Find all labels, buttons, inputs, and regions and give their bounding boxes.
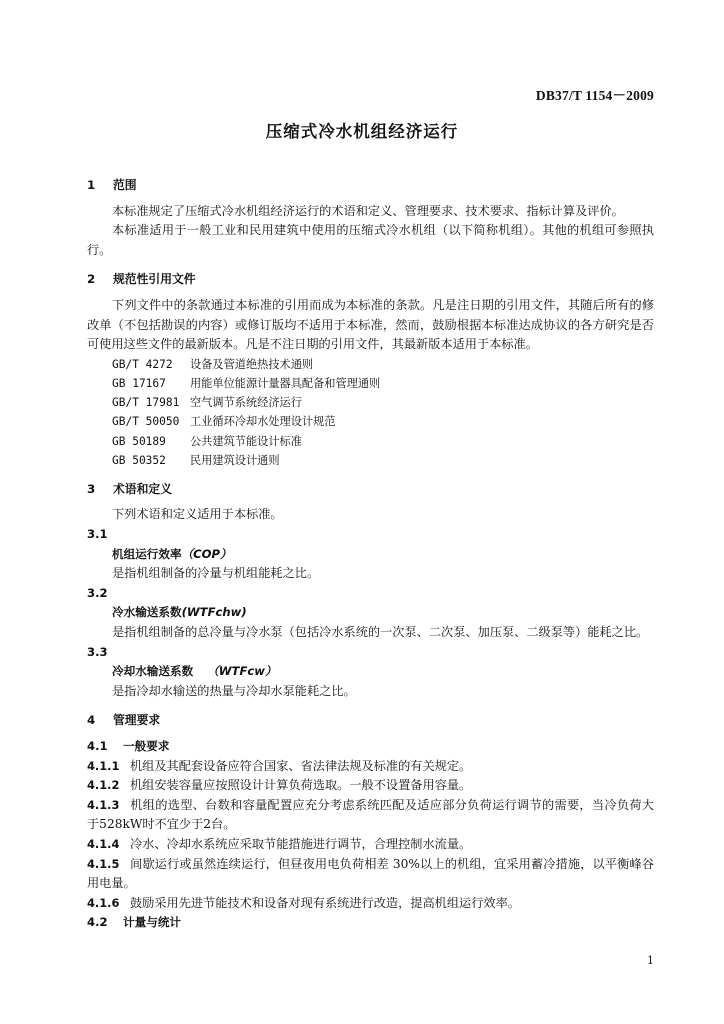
term-number: 3.3	[87, 644, 108, 659]
reference-code: GB 50189	[112, 434, 166, 448]
subsection-title: 计量与统计	[123, 915, 182, 930]
reference-code: GB/T 17981	[112, 396, 180, 410]
term-number: 3.1	[87, 527, 108, 542]
term-symbol: (WTFchw)	[181, 605, 247, 620]
reference-item	[87, 393, 654, 412]
subsection-heading	[87, 913, 654, 933]
clause-number: 4.1.1	[87, 758, 120, 773]
section-number: 3	[87, 481, 96, 496]
term-definition: 是指机组制备的冷量与机组能耗之比。	[112, 566, 320, 581]
clause-number: 4.1.6	[87, 895, 120, 910]
reference-name: 空气调节系统经济运行	[190, 396, 302, 410]
reference-name: 工业循环冷却水处理设计规范	[190, 415, 336, 429]
reference-code: GB 50352	[112, 453, 166, 467]
reference-item	[87, 432, 654, 451]
reference-item	[87, 451, 654, 470]
term-definition: 是指机组制备的总冷量与冷水泵（包括冷水系统的一次泵、二次泵、加压泵、二级泵等）能耗之比。	[112, 625, 649, 640]
term-entry	[87, 662, 654, 682]
reference-item	[87, 355, 654, 374]
section-title: 范围	[113, 178, 137, 192]
clause-text: 机组及其配套设备应符合国家、省法律法规及标准的有关规定。	[130, 758, 472, 773]
clause-text: 冷水、冷却水系统应采取节能措施进行调节，合理控制水流量。	[130, 836, 472, 851]
document-body	[87, 176, 654, 933]
clause-item	[87, 796, 654, 835]
reference-item	[87, 412, 654, 431]
paragraph: 下列文件中的条款通过本标准的引用而成为本标准的条款。凡是注日期的引用文件，其随后所有的修改单（不包括勘误的内容）或修订版均不适用于本标准，然而，鼓励根据本标准达成协议的各方研究是否可使用这些文件的最新版本。凡是不注日期的引用文件，其最新版本适用于本标准。	[87, 297, 654, 352]
reference-code: GB/T 4272	[112, 357, 173, 371]
paragraph: 本标准适用于一般工业和民用建筑中使用的压缩式冷水机组（以下简称机组）。其他的机组可参照执行。	[87, 223, 654, 257]
section-title: 术语和定义	[113, 481, 172, 496]
page-number: 1	[647, 954, 654, 967]
clause-text: 鼓励采用先进节能技术和设备对现有系统进行改造，提高机组运行效率。	[130, 895, 520, 910]
term-name: 冷水输送系数	[112, 605, 182, 620]
reference-code: GB/T 50050	[112, 415, 180, 429]
clause-number: 4.1.4	[87, 836, 120, 851]
section-2-heading	[87, 270, 654, 290]
term-entry	[87, 603, 654, 623]
section-number: 1	[87, 178, 96, 192]
term-symbol: （COP）	[181, 546, 232, 561]
section-number: 4	[87, 713, 96, 728]
subsection-heading	[87, 737, 654, 757]
clause-number: 4.1.2	[87, 778, 120, 793]
reference-name: 民用建筑设计通则	[190, 453, 280, 467]
subsection-number: 4.2	[87, 915, 108, 930]
clause-number: 4.1.5	[87, 856, 120, 871]
clause-item	[87, 835, 654, 855]
clause-text: 间歇运行或虽然连续运行，但昼夜用电负荷相差 30%以上的机组，宜采用蓄冷措施，以平衡峰谷用电量。	[87, 856, 654, 891]
section-title: 管理要求	[113, 713, 161, 728]
term-number: 3.2	[87, 585, 108, 600]
term-entry	[87, 545, 654, 565]
reference-item	[87, 374, 654, 393]
paragraph: 下列术语和定义适用于本标准。	[112, 507, 283, 522]
document-title: 压缩式冷水机组经济运行	[265, 122, 459, 141]
clause-item	[87, 757, 654, 777]
clause-text: 机组安装容量应按照设计计算负荷选取。一般不设置备用容量。	[130, 778, 472, 793]
clause-text: 机组的选型、台数和容量配置应充分考虑系统匹配及适应部分负荷运行调节的需要，当冷负荷大于528kW时不宜少于2台。	[87, 797, 654, 832]
clause-item	[87, 776, 654, 796]
section-title: 规范性引用文件	[113, 272, 196, 287]
reference-name: 设备及管道绝热技术通则	[190, 357, 314, 371]
subsection-number: 4.1	[87, 739, 108, 753]
term-definition: 是指冷却水输送的热量与冷却水泵能耗之比。	[112, 683, 356, 698]
section-3-heading	[87, 480, 654, 500]
term-symbol: （WTFcw）	[207, 664, 277, 679]
clause-number: 4.1.3	[87, 797, 120, 812]
document-code: DB37/T 1154－2009	[535, 88, 654, 103]
section-1-heading	[87, 176, 654, 196]
reference-name: 公共建筑节能设计标准	[190, 434, 302, 448]
clause-item	[87, 894, 654, 914]
clause-item	[87, 855, 654, 894]
paragraph: 本标准规定了压缩式冷水机组经济运行的术语和定义、管理要求、技术要求、指标计算及评价。	[112, 203, 624, 218]
term-name: 机组运行效率	[112, 546, 182, 561]
section-number: 2	[87, 272, 96, 287]
term-name: 冷却水输送系数	[112, 664, 194, 679]
reference-name: 用能单位能源计量器具配备和管理通则	[190, 376, 381, 390]
subsection-title: 一般要求	[123, 739, 170, 753]
reference-code: GB 17167	[112, 376, 166, 390]
section-4-heading	[87, 711, 654, 731]
